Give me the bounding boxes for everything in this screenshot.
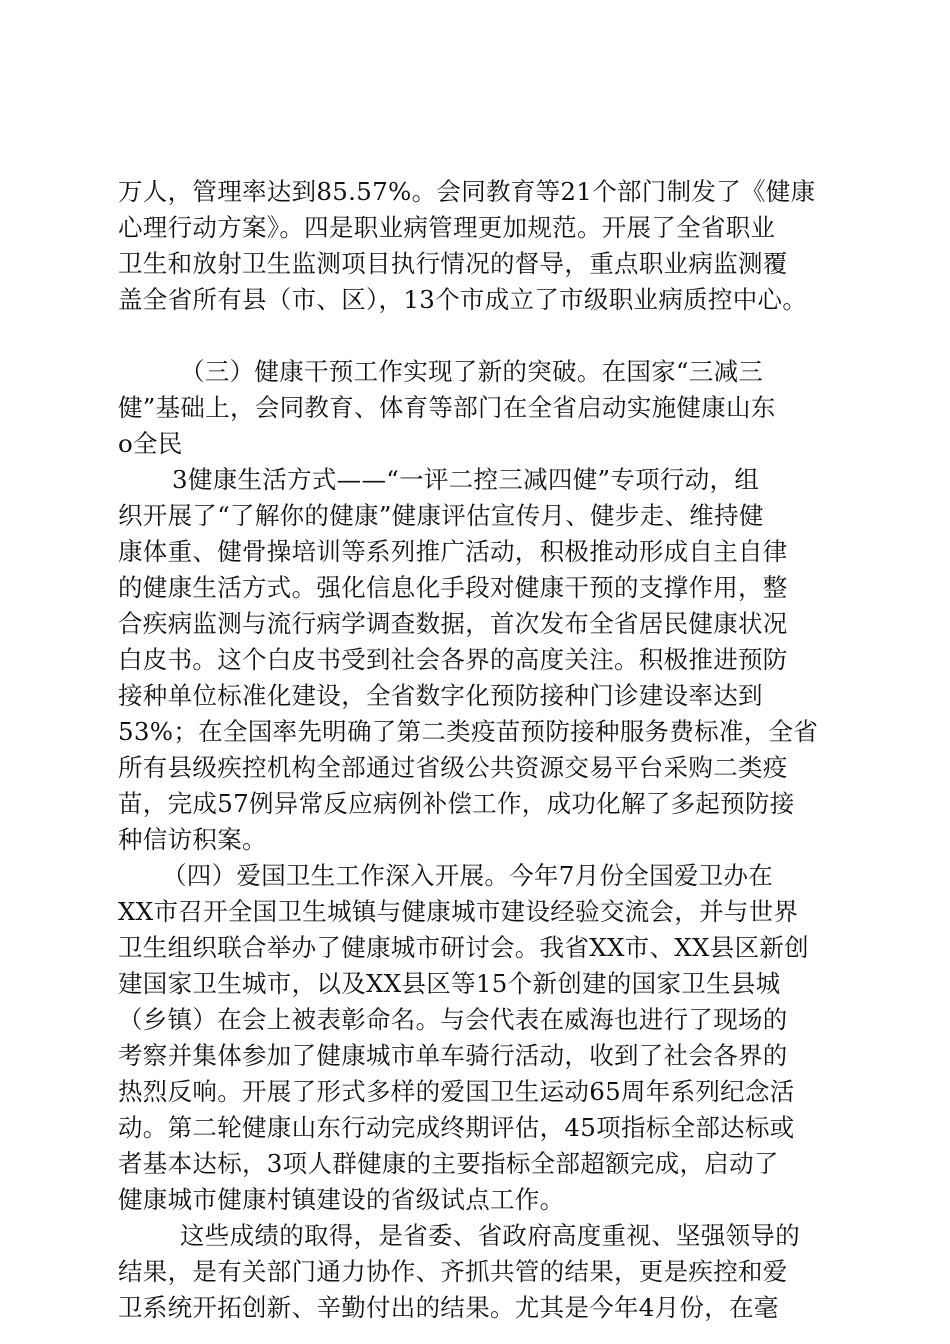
text-line: 康体重、健骨操培训等系列推广活动，积极推动形成自主自律 [118,537,788,566]
section-heading-4: （四）爱国卫生工作深入开展。今年7月份全国爱卫办在 [162,861,774,890]
text-line: 的健康生活方式。强化信息化手段对健康干预的支撑作用，整 [118,573,788,602]
section-heading-3: （三）健康干预工作实现了新的突破。在国家“三减三 [180,357,764,386]
text-line: 心理行动方案》。四是职业病管理更加规范。开展了全省职业 [118,213,776,242]
text-line: 卫系统开拓创新、辛勤付出的结果。尤其是今年4月份，在毫 [118,1293,779,1322]
text-line: （乡镇）在会上被表彰命名。与会代表在威海也进行了现场的 [118,1005,788,1034]
text-line: 苗，完成57例异常反应病例补偿工作，成功化解了多起预防接 [118,789,795,818]
text-line: 53%；在全国率先明确了第二类疫苗预防接种服务费标准，全省 [118,717,819,746]
text-line: 者基本达标，3项人群健康的主要指标全部超额完成，启动了 [118,1149,779,1178]
text-line: XX市召开全国卫生城镇与健康城市建设经验交流会，并与世界 [118,897,799,926]
text-line: 盖全省所有县（市、区），13个市成立了市级职业病质控中心。 [118,285,808,314]
text-line: 白皮书。这个白皮书受到社会各界的高度关注。积极推进预防 [118,645,788,674]
text-line: 织开展了“了解你的健康”健康评估宣传月、健步走、维持健 [118,501,764,530]
text-line: 健康城市健康村镇建设的省级试点工作。 [118,1185,565,1214]
text-line: 建国家卫生城市，以及XX县区等15个新创建的国家卫生县城 [118,969,781,998]
text-line: 这些成绩的取得，是省委、省政府高度重视、坚强领导的 [180,1221,800,1250]
text-line: 万人，管理率达到85.57%。会同教育等21个部门制发了《健康 [118,177,816,206]
text-line: 合疾病监测与流行病学调查数据，首次发布全省居民健康状况 [118,609,788,638]
text-line: 热烈反响。开展了形式多样的爱国卫生运动65周年系列纪念活 [118,1077,795,1106]
text-line: 卫生和放射卫生监测项目执行情况的督导，重点职业病监测覆 [118,249,788,278]
text-line: 种信访积案。 [118,825,267,854]
text-line: 动。第二轮健康山东行动完成终期评估，45项指标全部达标或 [118,1113,795,1142]
text-line: 所有县级疾控机构全部通过省级公共资源交易平台采购二类疫 [118,753,788,782]
text-line: 卫生组织联合举办了健康城市研讨会。我省XX市、XX县区新创 [118,933,809,962]
text-line: 考察并集体参加了健康城市单车骑行活动，收到了社会各界的 [118,1041,788,1070]
text-line: 3健康生活方式——“一评二控三减四健”专项行动，组 [172,465,760,494]
text-line: 健”基础上，会同教育、体育等部门在全省启动实施健康山东 [118,393,776,422]
text-line: 结果，是有关部门通力协作、齐抓共管的结果，更是疾控和爱 [118,1257,788,1286]
text-line: o全民 [118,429,183,458]
text-line: 接种单位标准化建设，全省数字化预防接种门诊建设率达到 [118,681,763,710]
